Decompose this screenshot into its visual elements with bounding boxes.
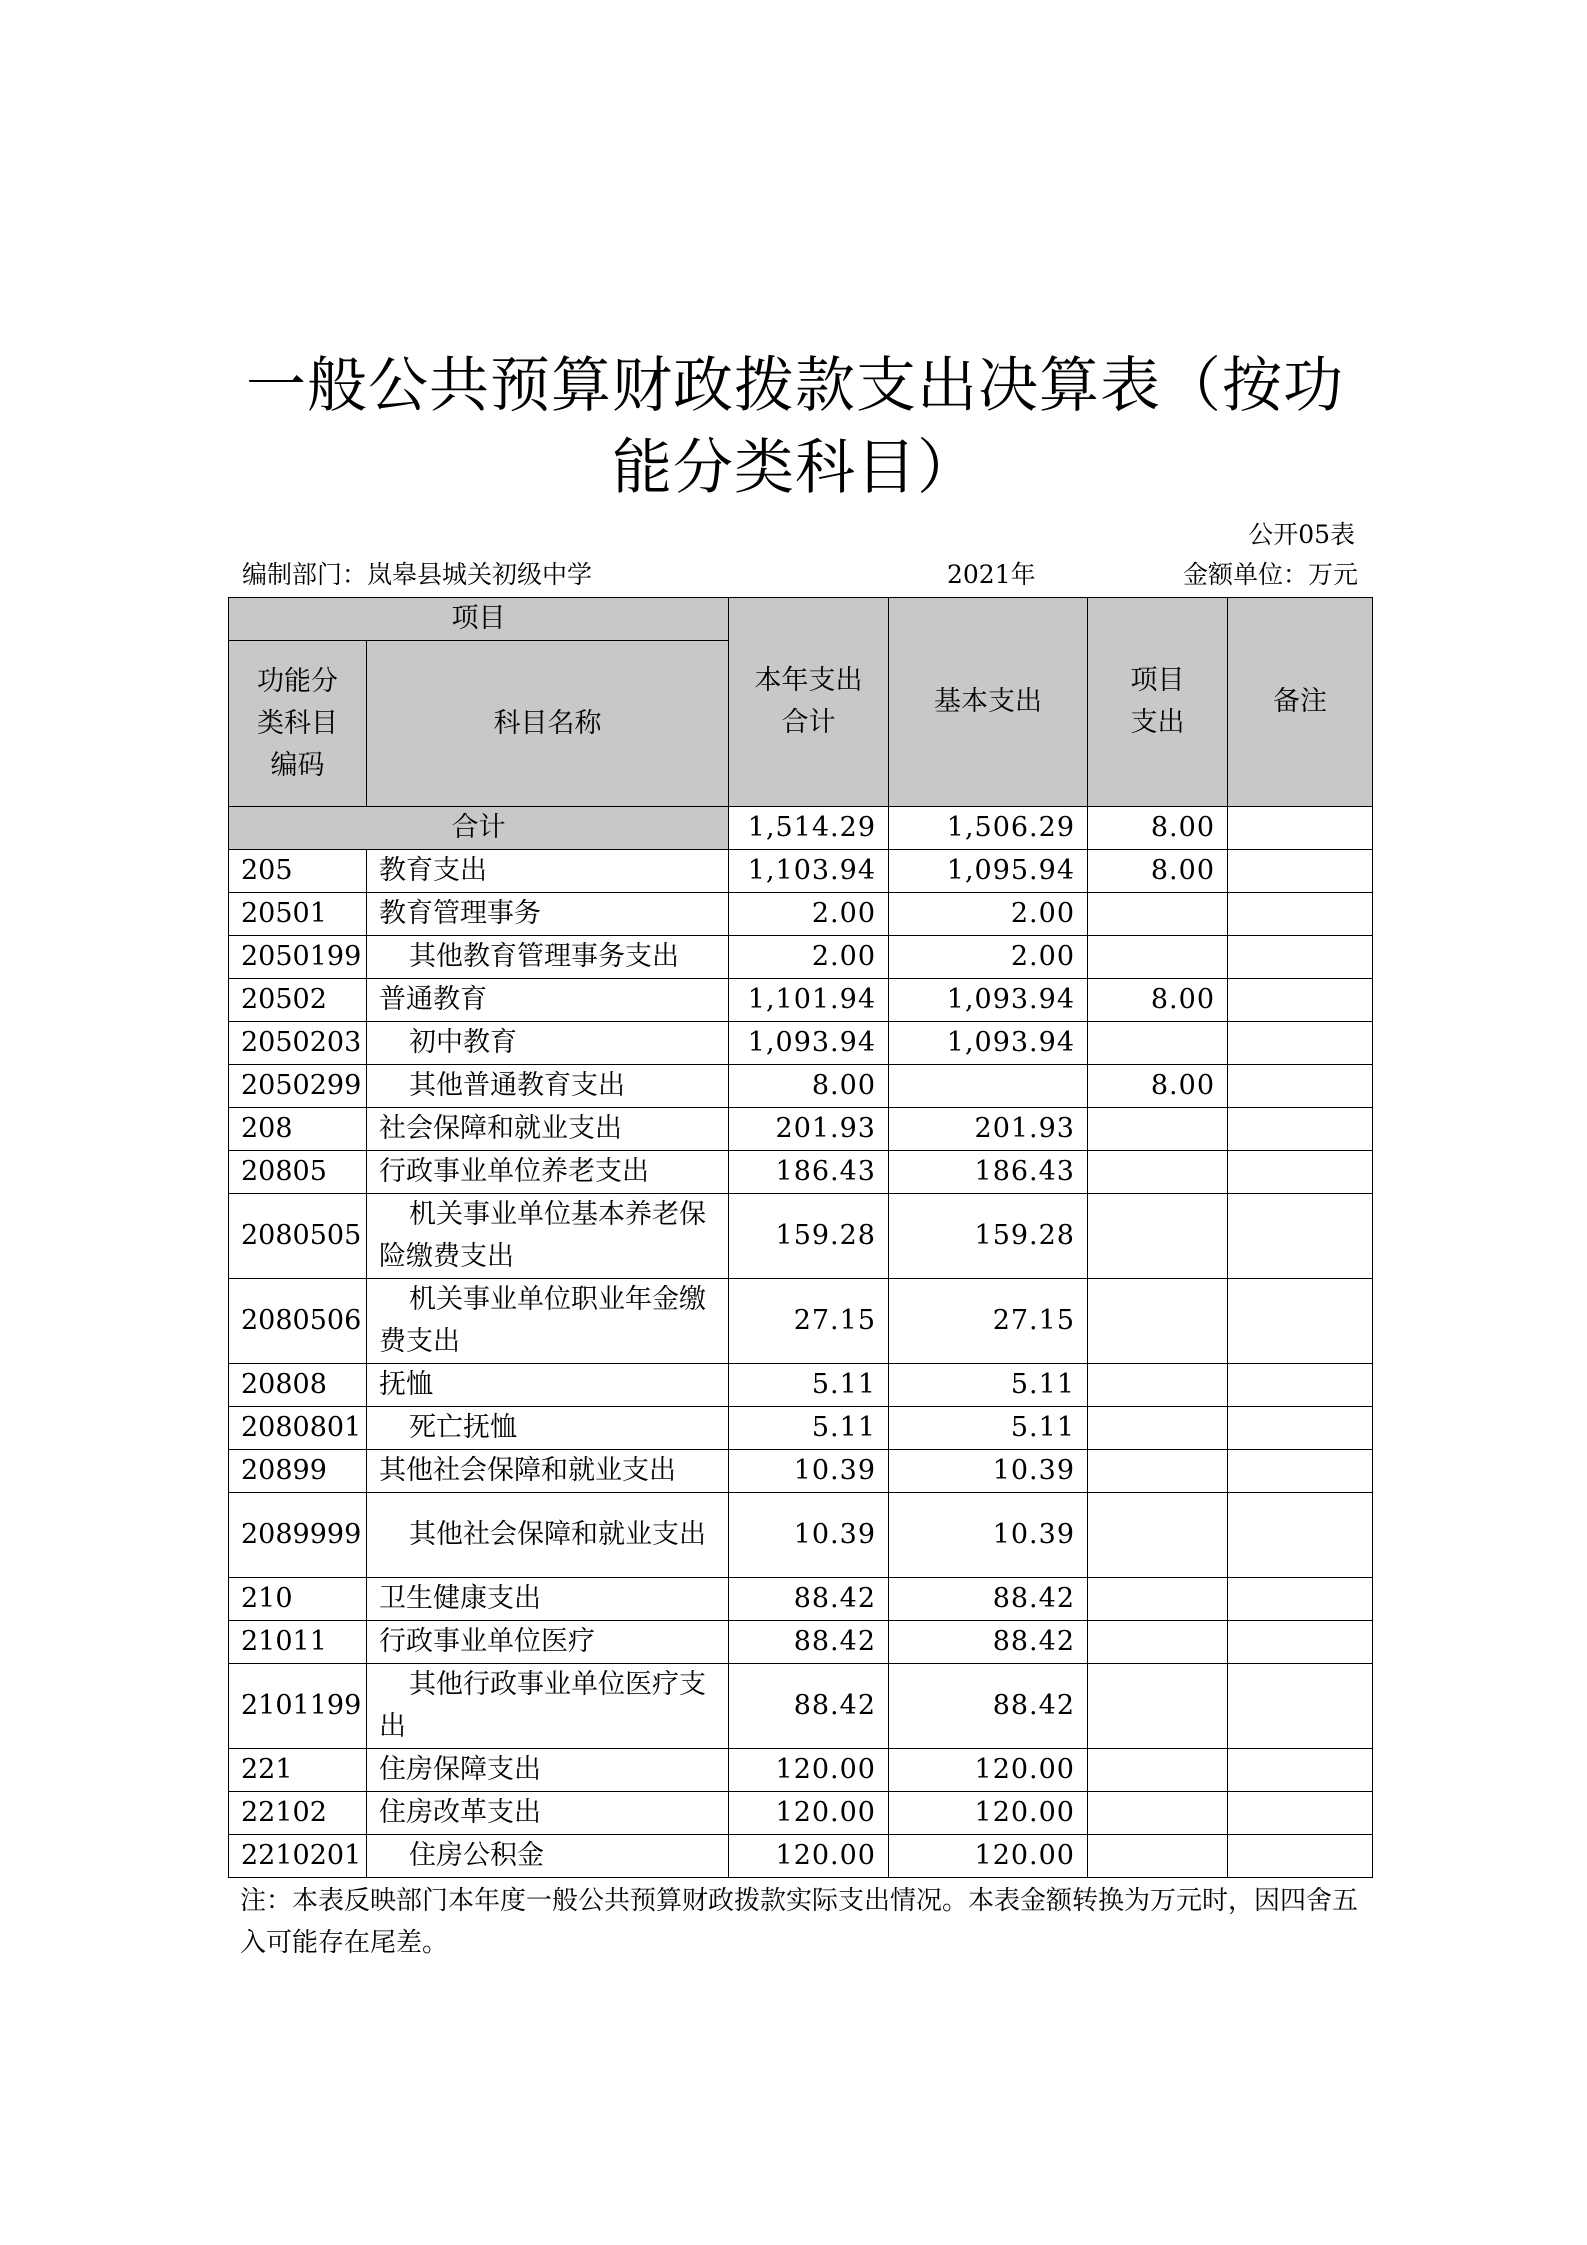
row-basic: 88.42 xyxy=(889,1578,1088,1621)
row-total: 5.11 xyxy=(729,1407,889,1450)
table-row xyxy=(229,1022,1373,1065)
row-code: 2089999 xyxy=(229,1493,367,1578)
row-remark xyxy=(1228,893,1373,936)
row-remark xyxy=(1228,1151,1373,1194)
row-code: 20805 xyxy=(229,1151,367,1194)
header-remark: 备注 xyxy=(1228,598,1373,807)
total-label: 合计 xyxy=(229,807,729,850)
row-remark xyxy=(1228,850,1373,893)
row-code: 210 xyxy=(229,1578,367,1621)
header-total: 本年支出合计 xyxy=(729,598,889,807)
total-remark xyxy=(1228,807,1373,850)
table-row xyxy=(229,1364,1373,1407)
row-remark xyxy=(1228,1364,1373,1407)
row-code: 2080505 xyxy=(229,1194,367,1279)
row-name: 普通教育 xyxy=(367,979,729,1022)
row-remark xyxy=(1228,1194,1373,1279)
row-code: 20808 xyxy=(229,1364,367,1407)
row-name: 死亡抚恤 xyxy=(367,1407,729,1450)
row-remark xyxy=(1228,979,1373,1022)
table-row xyxy=(229,1108,1373,1151)
row-name: 教育支出 xyxy=(367,850,729,893)
row-remark xyxy=(1228,1493,1373,1578)
row-total: 120.00 xyxy=(729,1835,889,1878)
row-item xyxy=(1088,1279,1228,1364)
row-basic: 120.00 xyxy=(889,1792,1088,1835)
table-row xyxy=(229,850,1373,893)
row-item: 8.00 xyxy=(1088,1065,1228,1108)
header-project: 项目 xyxy=(229,598,729,641)
row-item xyxy=(1088,1364,1228,1407)
page-title: 一般公共预算财政拨款支出决算表（按功能分类科目） xyxy=(246,351,1344,503)
table-row xyxy=(229,1621,1373,1664)
row-basic: 10.39 xyxy=(889,1493,1088,1578)
row-total: 1,103.94 xyxy=(729,850,889,893)
row-item xyxy=(1088,893,1228,936)
row-code: 221 xyxy=(229,1749,367,1792)
table-row xyxy=(229,1664,1373,1749)
row-item xyxy=(1088,1749,1228,1792)
row-name: 初中教育 xyxy=(367,1022,729,1065)
row-remark xyxy=(1228,1407,1373,1450)
row-total: 10.39 xyxy=(729,1493,889,1578)
row-basic: 1,093.94 xyxy=(889,979,1088,1022)
row-basic: 5.11 xyxy=(889,1364,1088,1407)
expenditure-table xyxy=(228,597,1373,1878)
row-name: 行政事业单位养老支出 xyxy=(367,1151,729,1194)
header-code: 功能分类科目编码 xyxy=(229,641,367,807)
row-code: 208 xyxy=(229,1108,367,1151)
table-row xyxy=(229,936,1373,979)
row-item xyxy=(1088,1792,1228,1835)
row-total: 1,101.94 xyxy=(729,979,889,1022)
row-basic: 186.43 xyxy=(889,1151,1088,1194)
row-remark xyxy=(1228,1108,1373,1151)
row-code: 20502 xyxy=(229,979,367,1022)
row-code: 2050199 xyxy=(229,936,367,979)
row-item xyxy=(1088,936,1228,979)
department-label: 编制部门：岚皋县城关初级中学 xyxy=(242,560,593,589)
row-remark xyxy=(1228,1749,1373,1792)
table-row xyxy=(229,1493,1373,1578)
row-remark xyxy=(1228,1835,1373,1878)
row-total: 159.28 xyxy=(729,1194,889,1279)
row-name: 其他行政事业单位医疗支出 xyxy=(367,1664,729,1749)
row-item xyxy=(1088,1835,1228,1878)
table-row xyxy=(229,1749,1373,1792)
row-basic: 1,095.94 xyxy=(889,850,1088,893)
row-total: 27.15 xyxy=(729,1279,889,1364)
row-code: 2080801 xyxy=(229,1407,367,1450)
row-code: 2050203 xyxy=(229,1022,367,1065)
row-total: 10.39 xyxy=(729,1450,889,1493)
row-basic: 1,093.94 xyxy=(889,1022,1088,1065)
row-remark xyxy=(1228,1664,1373,1749)
row-total: 120.00 xyxy=(729,1749,889,1792)
table-row xyxy=(229,1792,1373,1835)
total-item: 8.00 xyxy=(1088,807,1228,850)
table-row xyxy=(229,1151,1373,1194)
table-row xyxy=(229,979,1373,1022)
row-code: 2050299 xyxy=(229,1065,367,1108)
row-total: 1,093.94 xyxy=(729,1022,889,1065)
row-basic: 120.00 xyxy=(889,1749,1088,1792)
row-name: 住房保障支出 xyxy=(367,1749,729,1792)
table-row xyxy=(229,1578,1373,1621)
row-total: 5.11 xyxy=(729,1364,889,1407)
row-code: 20899 xyxy=(229,1450,367,1493)
row-code: 2080506 xyxy=(229,1279,367,1364)
row-code: 205 xyxy=(229,850,367,893)
row-name: 卫生健康支出 xyxy=(367,1578,729,1621)
row-item xyxy=(1088,1664,1228,1749)
row-basic: 120.00 xyxy=(889,1835,1088,1878)
row-remark xyxy=(1228,1065,1373,1108)
row-basic: 5.11 xyxy=(889,1407,1088,1450)
row-item xyxy=(1088,1493,1228,1578)
table-row xyxy=(229,1835,1373,1878)
row-code: 2210201 xyxy=(229,1835,367,1878)
row-name: 其他普通教育支出 xyxy=(367,1065,729,1108)
row-item xyxy=(1088,1108,1228,1151)
total-basic: 1,506.29 xyxy=(889,807,1088,850)
row-basic: 2.00 xyxy=(889,893,1088,936)
row-basic xyxy=(889,1065,1088,1108)
row-code: 2101199 xyxy=(229,1664,367,1749)
row-basic: 10.39 xyxy=(889,1450,1088,1493)
row-total: 2.00 xyxy=(729,936,889,979)
table-row xyxy=(229,1065,1373,1108)
row-code: 22102 xyxy=(229,1792,367,1835)
table-row xyxy=(229,893,1373,936)
row-remark xyxy=(1228,1792,1373,1835)
row-name: 行政事业单位医疗 xyxy=(367,1621,729,1664)
row-name: 机关事业单位职业年金缴费支出 xyxy=(367,1279,729,1364)
row-item xyxy=(1088,1407,1228,1450)
row-item xyxy=(1088,1194,1228,1279)
header-basic: 基本支出 xyxy=(889,598,1088,807)
row-item xyxy=(1088,1621,1228,1664)
header-item: 项目支出 xyxy=(1088,598,1228,807)
row-basic: 159.28 xyxy=(889,1194,1088,1279)
row-remark xyxy=(1228,1450,1373,1493)
row-remark xyxy=(1228,1621,1373,1664)
row-name: 其他社会保障和就业支出 xyxy=(367,1450,729,1493)
row-total: 201.93 xyxy=(729,1108,889,1151)
row-total: 88.42 xyxy=(729,1621,889,1664)
table-row xyxy=(229,1450,1373,1493)
row-code: 21011 xyxy=(229,1621,367,1664)
row-item xyxy=(1088,1151,1228,1194)
row-name: 抚恤 xyxy=(367,1364,729,1407)
row-basic: 27.15 xyxy=(889,1279,1088,1364)
row-name: 其他教育管理事务支出 xyxy=(367,936,729,979)
total-row xyxy=(229,807,1373,850)
total-total: 1,514.29 xyxy=(729,807,889,850)
row-code: 20501 xyxy=(229,893,367,936)
row-name: 机关事业单位基本养老保险缴费支出 xyxy=(367,1194,729,1279)
row-name: 社会保障和就业支出 xyxy=(367,1108,729,1151)
row-name: 住房公积金 xyxy=(367,1835,729,1878)
row-name: 其他社会保障和就业支出 xyxy=(367,1493,729,1578)
row-remark xyxy=(1228,1578,1373,1621)
year-label: 2021年 xyxy=(947,560,1036,589)
row-total: 186.43 xyxy=(729,1151,889,1194)
row-total: 88.42 xyxy=(729,1578,889,1621)
row-total: 120.00 xyxy=(729,1792,889,1835)
row-remark xyxy=(1228,1279,1373,1364)
meta-line xyxy=(242,555,1358,595)
row-item xyxy=(1088,1578,1228,1621)
row-basic: 201.93 xyxy=(889,1108,1088,1151)
row-total: 88.42 xyxy=(729,1664,889,1749)
unit-label: 金额单位：万元 xyxy=(1182,560,1358,589)
row-basic: 88.42 xyxy=(889,1621,1088,1664)
row-item: 8.00 xyxy=(1088,979,1228,1022)
row-item xyxy=(1088,1022,1228,1065)
form-number: 公开05表 xyxy=(1248,520,1355,549)
table-row xyxy=(229,1279,1373,1364)
row-item xyxy=(1088,1450,1228,1493)
table-row xyxy=(229,1194,1373,1279)
row-name: 住房改革支出 xyxy=(367,1792,729,1835)
footnote: 注：本表反映部门本年度一般公共预算财政拨款实际支出情况。本表金额转换为万元时，因四舍五入可能存在尾差。 xyxy=(240,1886,1359,1958)
row-name: 教育管理事务 xyxy=(367,893,729,936)
row-basic: 2.00 xyxy=(889,936,1088,979)
header-name: 科目名称 xyxy=(367,641,729,807)
row-total: 2.00 xyxy=(729,893,889,936)
table-row xyxy=(229,1407,1373,1450)
row-remark xyxy=(1228,1022,1373,1065)
row-item: 8.00 xyxy=(1088,850,1228,893)
row-remark xyxy=(1228,936,1373,979)
row-basic: 88.42 xyxy=(889,1664,1088,1749)
row-total: 8.00 xyxy=(729,1065,889,1108)
